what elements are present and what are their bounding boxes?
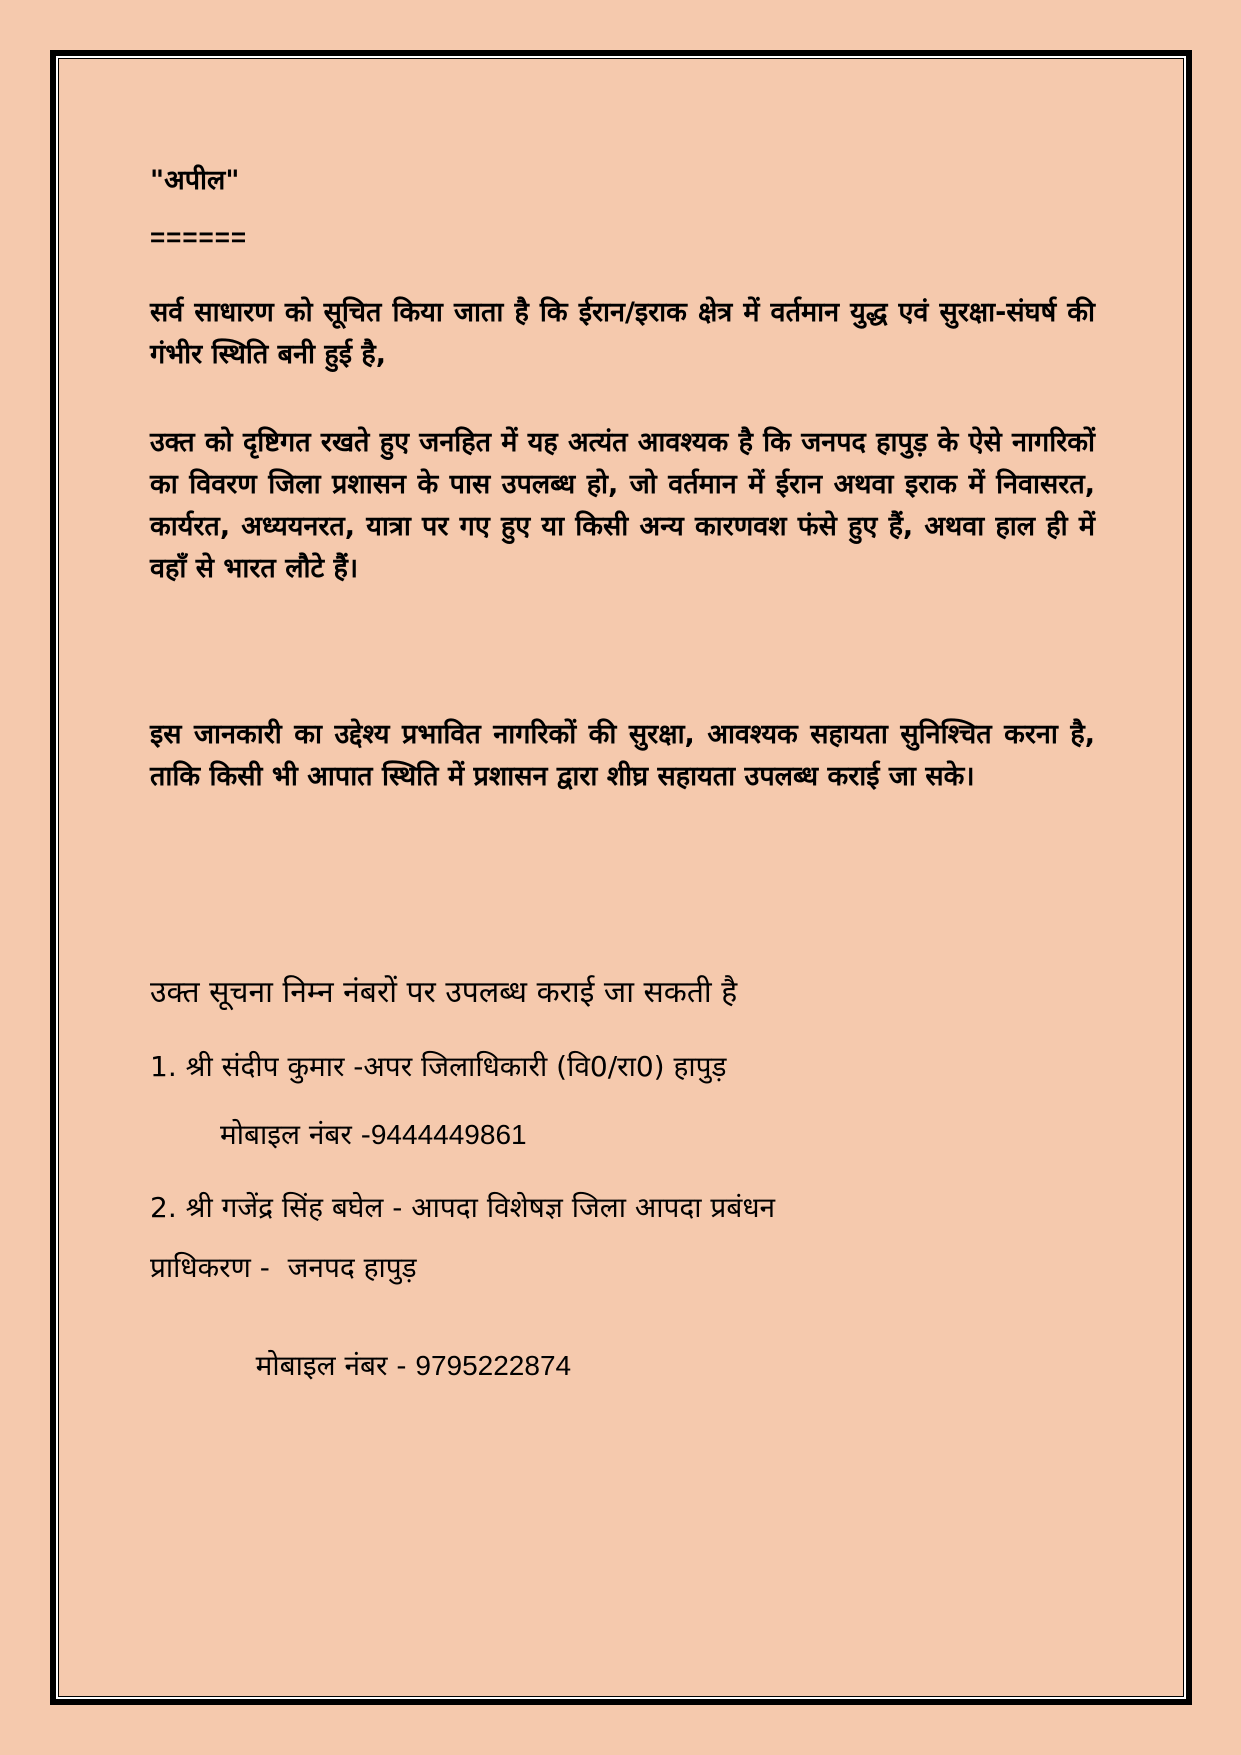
contact-1-mobile-label: मोबाइल नंबर - bbox=[220, 1118, 371, 1151]
contact-1-name: 1. श्री संदीप कुमार -अपर जिलाधिकारी (वि0/रा0) हापुड़ bbox=[150, 1050, 727, 1083]
title-underline: ====== bbox=[150, 222, 248, 252]
paragraph-situation: सर्व साधारण को सूचित किया जाता है कि ईरान/इराक क्षेत्र में वर्तमान युद्ध एवं सुरक्षा-संघर्ष की गंभीर स्थिति बनी हुई है, bbox=[150, 297, 1095, 370]
contact-1-mobile bbox=[220, 1115, 527, 1153]
contact-2-mobile bbox=[220, 1313, 571, 1417]
notice-title: "अपील" bbox=[150, 165, 240, 196]
contact-2-mobile-number: 9795222874 bbox=[415, 1350, 572, 1381]
paragraph-request: उक्त को दृष्टिगत रखते हुए जनहित में यह अत्यंत आवश्यक है कि जनपद हापुड़ के ऐसे नागरिकों का विवरण जिला प्रशासन के पास उपलब्ध हो, जो वर्तमान में ईरान अथवा इराक में निवासरत, कार्यरत, अध्ययनरत, यात्रा पर गए हुए या किसी अन्य कारणवश फंसे हुए हैं, अथवा हाल ही में वहाँ से भारत लौटे हैं। bbox=[150, 427, 1095, 584]
contact-2-organization: प्राधिकरण - जनपद हापुड़ bbox=[150, 1251, 417, 1284]
contact-1-mobile-number: 9444449861 bbox=[370, 1119, 527, 1150]
paragraph-purpose: इस जानकारी का उद्देश्य प्रभावित नागरिकों की सुरक्षा, आवश्यक सहायता सुनिश्चित करना है, ताकि किसी भी आपात स्थिति में प्रशासन द्वारा शीघ्र सहायता उपलब्ध कराई जा सके। bbox=[150, 719, 1095, 792]
contact-2-name: 2. श्री गजेंद्र सिंह बघेल - आपदा विशेषज्ञ जिला आपदा प्रबंधन bbox=[150, 1191, 776, 1224]
contacts-heading: उक्त सूचना निम्न नंबरों पर उपलब्ध कराई जा सकती है bbox=[150, 975, 738, 1010]
contact-2-mobile-label: मोबाइल नंबर - bbox=[255, 1349, 416, 1382]
